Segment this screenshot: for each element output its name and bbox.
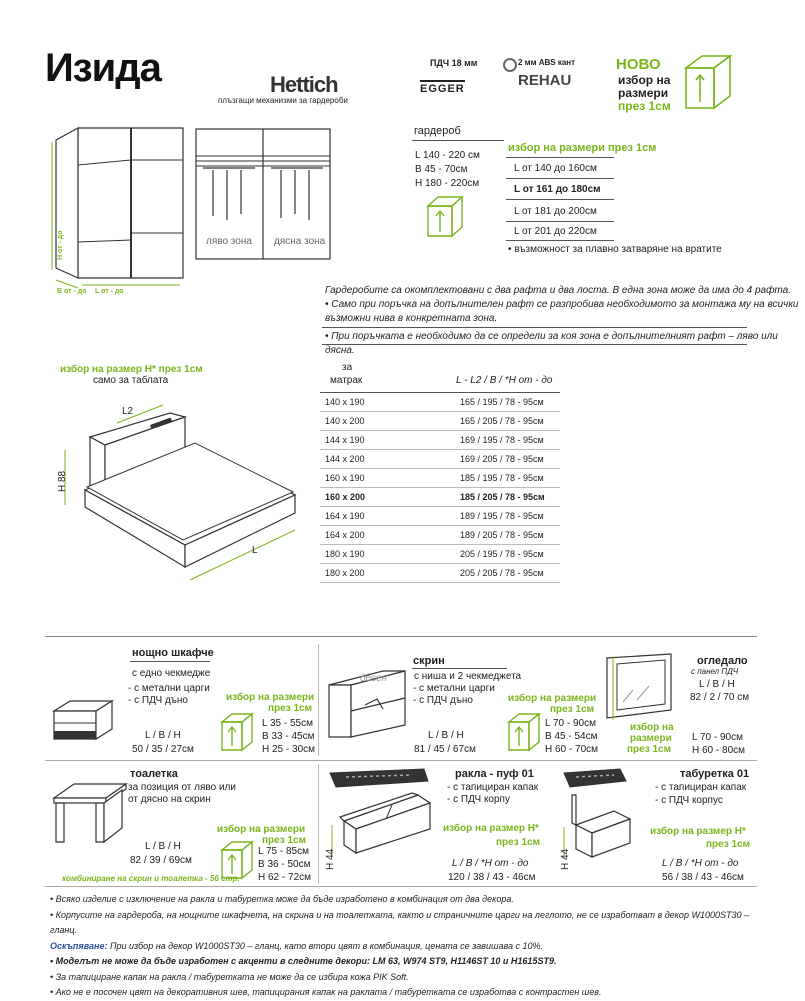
bed-row-dims: 205 / 205 / 78 - 95см: [460, 568, 544, 578]
bed-row-rule: [320, 506, 560, 507]
chest-pouf-lbh: L / B / *H от - до: [452, 858, 529, 869]
chest-choice1: избор на размери: [508, 693, 597, 704]
chest-dim-b: B 45 - 54см: [545, 731, 598, 742]
wardrobe-note-4: • При поръчката е необходимо да се определи за коя зона е допълнителният рафт – ляво или дясна.: [325, 331, 778, 356]
stool-line2: - с ПДЧ корпус: [655, 795, 723, 806]
divider-vertical: [318, 764, 319, 884]
bed-row-mattress: 144 x 190: [325, 435, 365, 445]
dresser-dim-b: B 36 - 50см: [258, 859, 311, 870]
footer-note-2: • Корпусите на гардероба, на нощните шкафчета, на скрина и на тоалетката, както и страничните царги на леглото, не се изработват в декор W1000ST30 – гланц.: [50, 909, 749, 935]
novo-line2: размери: [618, 86, 669, 100]
nightstand-drawing: [50, 697, 120, 747]
stool-lbh: L / B / *H от - до: [662, 858, 739, 869]
rule: [412, 668, 507, 669]
nightstand-cube-icon: [218, 712, 258, 754]
stool-drawing: [560, 765, 640, 880]
mirror-choice2: размери: [630, 733, 672, 744]
dresser-dim-l: L 75 - 85см: [258, 846, 309, 857]
wardrobe-heading: гардероб: [414, 125, 461, 137]
bed-row-mattress: 180 x 200: [325, 568, 365, 578]
rule: [320, 392, 560, 393]
rule: [506, 240, 614, 241]
dresser-lbh: L / B / H: [145, 841, 181, 852]
wardrobe-option-2: L от 161 до 180см: [514, 184, 601, 195]
chest-line1: с ниша и 2 чекмеджета: [414, 671, 522, 682]
bed-row-rule: [320, 411, 560, 412]
bed-row-dims: 185 / 205 / 78 - 95см: [460, 492, 545, 502]
mirror-dim-h: H 60 - 80см: [692, 745, 746, 756]
right-zone-label: дясна зона: [274, 236, 326, 247]
stool-h-label: H 44: [560, 848, 571, 870]
bed-l-label: L: [252, 545, 258, 556]
chest-choice2: през 1см: [550, 704, 594, 715]
dresser-combo-note: комбиниране на скрин и тоалетка - 56 стр.: [62, 874, 240, 883]
chest-pouf-vals: 120 / 38 / 43 - 46см: [448, 872, 536, 883]
pdch-label: ПДЧ 18 мм: [430, 58, 478, 68]
nightstand-choice1: избор на размери: [226, 692, 315, 703]
dresser-line1: за позиция от ляво или: [128, 782, 236, 793]
wardrobe-note-3: възможни нива в конкретната зона.: [325, 313, 498, 324]
wardrobe-option-3: L от 181 до 200см: [514, 206, 597, 217]
bed-choice-title: избор на размер H* през 1см: [60, 364, 203, 375]
wardrobe-option-1: L от 140 до 160см: [514, 163, 597, 174]
stool-choice2: през 1см: [706, 839, 750, 850]
bed-row-mattress: 164 x 190: [325, 511, 365, 521]
bed-col2-head: L - L2 / B / *H от - до: [456, 375, 553, 386]
bed-row-dims: 189 / 195 / 78 - 95см: [460, 511, 544, 521]
chest-dim-h: H 60 - 70см: [545, 744, 599, 755]
wardrobe-option-4: L от 201 до 220см: [514, 226, 597, 237]
bed-row-rule: [320, 449, 560, 450]
rehau-logo: REHAU: [518, 72, 572, 89]
bed-row-dims: 169 / 195 / 78 - 95см: [460, 435, 544, 445]
left-zone-label: ляво зона: [206, 236, 252, 247]
bed-l2-label: L2: [122, 406, 134, 417]
nightstand-vals: 50 / 35 / 27см: [132, 744, 194, 755]
stool-line1: - с тапициран капак: [655, 782, 747, 793]
chest-desen-label: десен: [360, 673, 388, 684]
rule: [506, 157, 614, 158]
egger-logo: EGGER: [420, 80, 465, 95]
mirror-dim-l: L 70 - 90см: [692, 732, 743, 743]
chest-pouf-drawing: [326, 765, 436, 880]
stool-choice1: избор на размер H*: [650, 826, 746, 837]
bed-row-dims: 205 / 195 / 78 - 95см: [460, 549, 544, 559]
chest-pouf-choice2: през 1см: [496, 837, 540, 848]
wardrobe-drawing: [48, 120, 198, 300]
chest-lbh: L / B / H: [428, 730, 464, 741]
chest-pouf-choice1: избор на размер H*: [443, 823, 539, 834]
bed-row-rule: [320, 487, 560, 488]
nightstand-dim-b: B 33 - 45см: [262, 731, 315, 742]
wardrobe-l-label: L от - до: [95, 288, 124, 295]
novo-line3: през 1см: [618, 99, 671, 113]
chest-cube-icon: [505, 712, 545, 754]
bed-row-rule: [320, 563, 560, 564]
chest-pouf-line1: - с тапициран капак: [447, 782, 539, 793]
mirror-choice3: през 1см: [627, 744, 671, 755]
stool-vals: 56 / 38 / 43 - 46см: [662, 872, 744, 883]
wardrobe-note-2: • Само при поръчка на допълнителен рафт се разпробива необходимото за монтажа му на всички: [325, 299, 799, 310]
bed-row-mattress: 164 x 200: [325, 530, 365, 540]
footer-note-3-label: Оскъпяване:: [50, 940, 108, 951]
footer-note-3-text: При избор на декор W1000ST30 – гланц, като втори цвят в комбинация, цената се завишава с 10%.: [107, 940, 543, 951]
bed-row-mattress: 140 x 200: [325, 416, 365, 426]
wardrobe-cube-icon: [424, 194, 468, 240]
footer-notes: [50, 892, 770, 1001]
nightstand-lbh: L / B / H: [145, 730, 181, 741]
nightstand-title: нощно шкафче: [132, 647, 214, 659]
bed-h-label: H 88: [57, 470, 68, 492]
mirror-drawing: [603, 652, 673, 722]
chest-pouf-line2: - с ПДЧ корпу: [447, 794, 510, 805]
wardrobe-h-label: H от - до: [57, 230, 64, 260]
page-title: Изида: [45, 46, 161, 90]
bed-row-rule: [320, 582, 560, 583]
mirror-sub: с панел ПДЧ: [691, 667, 739, 676]
rule: [45, 760, 757, 761]
stool-title: табуретка 01: [680, 768, 750, 780]
bed-row-rule: [320, 544, 560, 545]
dresser-dim-h: H 62 - 72см: [258, 872, 312, 883]
novo-label: НОВО: [616, 56, 661, 73]
dresser-title: тоалетка: [130, 768, 178, 780]
bed-col1-head-1: за: [342, 362, 353, 373]
wardrobe-note-1: Гардеробите са окомплектовани с два рафта и два лоста. В една зона може да има до 4 рафта.: [325, 285, 791, 296]
dresser-choice2: през 1см: [262, 835, 306, 846]
mirror-choice1: избор на: [630, 722, 674, 733]
bed-row-rule: [320, 525, 560, 526]
rule: [45, 886, 757, 887]
wardrobe-b-label: B от - до: [57, 288, 87, 295]
mirror-vals: 82 / 2 / 70 см: [690, 692, 750, 703]
hettich-subtitle: плъзгащи механизми за гардероби: [218, 96, 348, 105]
dresser-line2: от дясно на скрин: [128, 794, 211, 805]
dresser-drawing: [50, 780, 130, 850]
footer-note-5: • За тапициране капак на ракла / табуретката не може да се избира кожа PIK Soft.: [50, 971, 409, 982]
abs-label: 2 мм ABS кант: [518, 58, 576, 67]
mirror-title: огледало: [697, 655, 748, 667]
nightstand-dim-h: H 25 - 30см: [262, 744, 316, 755]
wardrobe-dim-b: B 45 - 70см: [415, 164, 468, 175]
nightstand-line3: - с ПДЧ дъно: [128, 695, 188, 706]
rule: [45, 636, 757, 637]
bed-row-mattress: 144 x 200: [325, 454, 365, 464]
chest-dim-l: L 70 - 90см: [545, 718, 596, 729]
chest-line3: - с ПДЧ дъно: [413, 695, 473, 706]
rule: [506, 221, 614, 222]
mirror-lbh: L / B / H: [699, 679, 735, 690]
footer-note-1: • Всяко изделие с изключение на ракла и табуретка може да бъде изработено в комбинация от два декора.: [50, 894, 514, 904]
bed-drawing: [55, 395, 305, 595]
bed-row-mattress: 180 x 190: [325, 549, 365, 559]
rule: [506, 178, 614, 179]
bed-row-dims: 165 / 195 / 78 - 95см: [460, 397, 544, 407]
chest-line2: - с метални царги: [413, 683, 495, 694]
bed-row-dims: 189 / 205 / 78 - 95см: [460, 530, 544, 540]
soft-close-note: • възможност за плавно затваряне на вратите: [508, 244, 722, 255]
bed-col1-head-2: матрак: [330, 375, 363, 386]
wardrobe-choice-title: избор на размери през 1см: [508, 142, 657, 154]
bed-row-rule: [320, 468, 560, 469]
divider-vertical: [318, 644, 319, 756]
bed-row-mattress: 140 x 190: [325, 397, 365, 407]
rule: [322, 344, 747, 345]
bed-row-rule: [320, 430, 560, 431]
wardrobe-heading-rule: [412, 140, 504, 141]
wardrobe-dim-l: L 140 - 220 см: [415, 150, 480, 161]
nightstand-line2: - с метални царги: [128, 683, 210, 694]
bed-row-mattress: 160 x 200: [325, 492, 366, 502]
chest-title: скрин: [413, 655, 445, 667]
rehau-logo-icon: [503, 58, 517, 72]
footer-note-6: • Ако не е посочен цвят на декоративния шев, тапицирания капак на раклата / табуретката се изработва с контрастен шев.: [50, 987, 602, 997]
bed-choice-sub: само за таблата: [93, 375, 169, 386]
rule: [322, 327, 747, 328]
dresser-choice1: избор на размери: [217, 824, 306, 835]
nightstand-dim-l: L 35 - 55см: [262, 718, 313, 729]
novo-line1: избор на: [618, 73, 671, 87]
bed-row-mattress: 160 x 190: [325, 473, 365, 483]
bed-row-dims: 169 / 205 / 78 - 95см: [460, 454, 544, 464]
chest-pouf-title: ракла - пуф 01: [455, 768, 534, 780]
bed-row-dims: 165 / 205 / 78 - 95см: [460, 416, 544, 426]
footer-note-3: [50, 939, 770, 955]
hettich-logo: Hettich: [270, 72, 338, 97]
chest-pouf-h-label: H 44: [325, 848, 336, 870]
cube-resize-icon: [680, 52, 736, 112]
nightstand-line1: с едно чекмедже: [132, 668, 211, 679]
rule: [130, 661, 210, 662]
chest-vals: 81 / 45 / 67см: [414, 744, 476, 755]
dresser-vals: 82 / 39 / 69см: [130, 855, 192, 866]
footer-note-4: • Моделът не може да бъде изработен с акценти в следните декори: LM 63, W974 ST9, H1146ST 10 и H1615ST9.: [50, 956, 557, 966]
nightstand-choice2: през 1см: [268, 703, 312, 714]
bed-row-dims: 185 / 195 / 78 - 95см: [460, 473, 544, 483]
rule: [506, 199, 614, 200]
wardrobe-dim-h: H 180 - 220см: [415, 178, 480, 189]
